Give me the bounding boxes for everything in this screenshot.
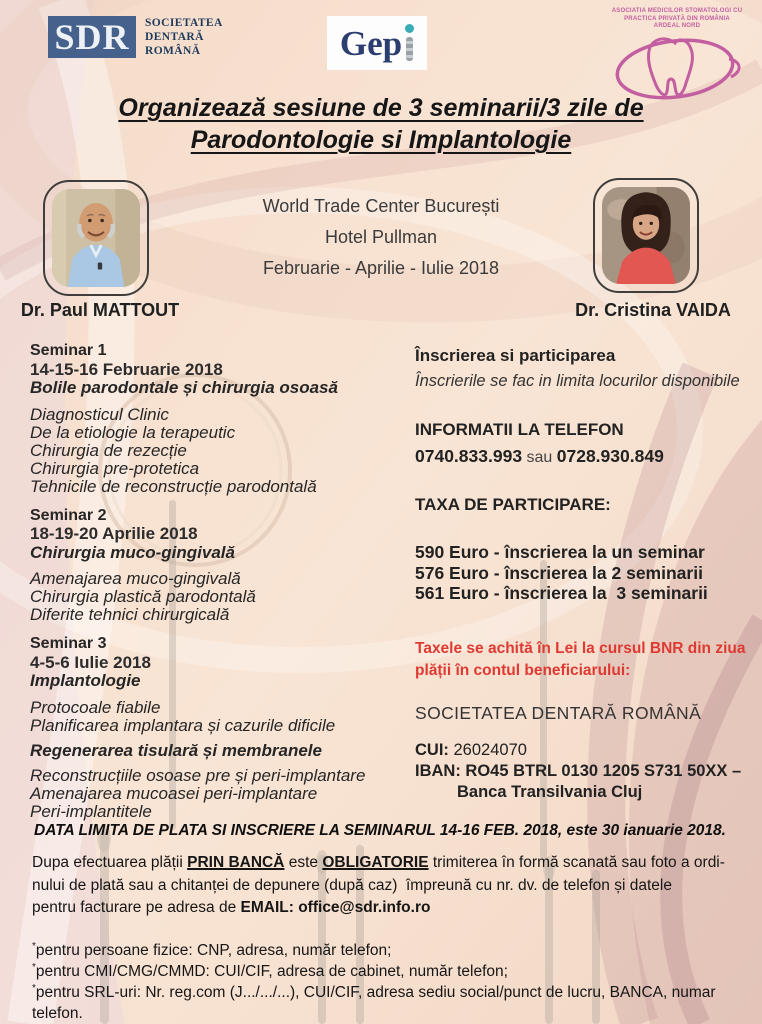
footnote-individuals (32, 940, 732, 961)
paynote-bank-emphasis: PRIN BANCĂ (187, 854, 285, 871)
fee-option-1: 590 Euro - înscrierea la un seminar (415, 542, 705, 562)
venue-location: World Trade Center București (262, 196, 500, 216)
topic: Peri-implantitele (30, 802, 152, 821)
seminar-2-date: 18-19-20 Aprilie 2018 (30, 524, 198, 543)
topic: Chirurgia pre-protetica (30, 458, 200, 478)
contact-email: EMAIL: office@sdr.info.ro (240, 899, 431, 916)
seminar-3-date: 4-5-6 Iulie 2018 (30, 652, 151, 672)
seminar-1 (30, 342, 398, 496)
tax-note-line-2: plății în contul beneficiarului: (415, 661, 631, 679)
topic: De la etiologie la terapeutic (30, 422, 236, 442)
paynote-line-3: pentru facturare pe adresa de (32, 899, 241, 916)
title-line-1: Organizează sesiune de 3 seminarii/3 zile de (118, 94, 644, 122)
fee-list (415, 542, 755, 604)
cui-label: CUI: (415, 740, 449, 759)
venue-block (211, 197, 551, 290)
registration-heading: Înscrierea si participarea (415, 346, 616, 365)
footnote-text: pentru CMI/CMG/CMMD: CUI/CIF, adresa de cabinet, număr telefon; (35, 963, 508, 980)
registration-note: Înscrierile se fac in limita locurilor disponibile (415, 372, 740, 390)
seminar-3-subtitle-2: Regenerarea tisulară și membranele (30, 740, 322, 760)
fee-option-3: 561 Euro - înscrierea la 3 seminarii (415, 583, 708, 603)
topic: Amenajarea muco-gingivală (30, 569, 241, 588)
phone-heading: INFORMATII LA TELEFON (415, 420, 624, 439)
topic: Reconstrucțiile osoase pre și peri-implantare (30, 766, 366, 785)
gepi-implant-stem (406, 37, 413, 61)
sdr-logo (48, 16, 223, 58)
phone-number-1: 0740.833.993 (415, 446, 523, 466)
gepi-dot (405, 24, 414, 33)
iban-line-2: Banca Transilvania Cluj (457, 782, 643, 801)
registration-column (415, 347, 755, 802)
tax-note (415, 638, 755, 682)
seminar-1-topics (30, 406, 398, 496)
topic: Diferite tehnici chirurgicală (30, 605, 230, 624)
seminar-1-title: Seminar 1 (30, 342, 107, 359)
seminar-3-subtitle: Implantologie (30, 671, 141, 690)
topic: Amenajarea mucoasei peri-implantare (30, 784, 318, 803)
topic: Diagnosticul Clinic (30, 404, 169, 424)
gepi-logo-text: Gep (339, 23, 403, 63)
sdr-line-3: ROMÂNĂ (145, 45, 201, 57)
ardeal-line-2: PRACTICA PRIVATĂ DIN ROMÂNIA (624, 15, 730, 22)
seminar-3-topics (30, 699, 398, 735)
gepi-logo (327, 16, 427, 70)
cui-line (415, 741, 755, 760)
payment-instructions (32, 852, 748, 920)
beneficiary-name: SOCIETATEA DENTARĂ ROMÂNĂ (415, 702, 702, 723)
sdr-line-2: DENTARĂ (145, 31, 204, 43)
footnotes (32, 940, 732, 1024)
topic: Planificarea implantara și cazurile dificile (30, 715, 336, 735)
sdr-logo-text (145, 16, 223, 58)
footnote-star: * (32, 961, 36, 973)
speaker-photo-vaida (593, 178, 699, 293)
venue-hotel: Hotel Pullman (324, 227, 438, 247)
vaida-portrait (602, 187, 690, 284)
seminar-2-subtitle: Chirurgia muco-gingivală (30, 542, 235, 562)
paynote-seg-1: Dupa efectuarea plății (32, 854, 188, 871)
iban-line-1: IBAN: RO45 BTRL 0130 1205 S731 50XX – (415, 761, 742, 780)
topic: Chirurgia de rezecție (30, 440, 187, 460)
paynote-seg-3: este (284, 854, 323, 871)
phone-number-2: 0728.930.849 (556, 446, 664, 466)
footnote-text: pentru persoane fizice: CNP, adresa, număr telefon; (35, 942, 392, 959)
ardeal-line-1: ASOCIATIA MEDICILOR STOMATOLOGI CU (611, 8, 743, 14)
topic: Chirurgia plastică parodontală (30, 587, 256, 606)
sdr-line-1: SOCIETATEA (145, 17, 223, 29)
cui-value: 26024070 (448, 740, 527, 759)
mattout-portrait (52, 189, 140, 287)
sdr-logo-mark: SDR (48, 16, 136, 58)
implant-icon (405, 24, 414, 62)
phone-separator: sau (522, 449, 557, 466)
ardeal-logo-text (596, 8, 758, 31)
seminar-2-topics (30, 570, 398, 624)
seminar-3-title: Seminar 3 (30, 635, 107, 652)
payment-deadline: DATA LIMITA DE PLATA SI INSCRIERE LA SEMINARUL 14-16 FEB. 2018, este 30 ianuarie 2018. (34, 822, 726, 839)
footnote-text: pentru SRL-uri: Nr. reg.com (J.../.../...), CUI/CIF, adresa sediu social/punct de lucru, BANCA, numar telefon. (32, 984, 716, 1022)
speaker-name-mattout: Dr. Paul MATTOUT (20, 300, 180, 320)
seminar-3-topics-2 (30, 767, 398, 821)
ardeal-line-3: ARDEAL NORD (653, 23, 701, 29)
footnote-practices (32, 961, 732, 982)
seminar-1-subtitle: Bolile parodontale și chirurgia osoasă (30, 378, 338, 397)
seminars-column (30, 342, 398, 832)
paynote-seg-5: trimiterea în formă scanată sau foto a ordi- (428, 854, 725, 871)
tax-note-line-1: Taxele se achită în Lei la cursul BNR din ziua (415, 639, 746, 657)
phone-numbers (415, 446, 755, 467)
topic: Protocoale fiabile (30, 697, 161, 717)
fee-heading: TAXA DE PARTICIPARE: (415, 495, 611, 514)
footnote-star: * (32, 982, 36, 994)
page-title (0, 92, 762, 156)
seminar-2-title: Seminar 2 (30, 506, 107, 524)
fee-option-2: 576 Euro - înscrierea la 2 seminarii (415, 562, 703, 583)
speaker-name-vaida: Dr. Cristina VAIDA (575, 300, 731, 320)
footnote-companies (32, 982, 732, 1024)
speaker-photo-mattout (43, 180, 149, 296)
paynote-line-2: nului de plată sau a chitanței de depunere (după caz) împreună cu nr. dv. de telefon și datele (32, 876, 672, 894)
seminar-3 (30, 635, 398, 821)
venue-dates: Februarie - Aprilie - Iulie 2018 (262, 258, 500, 278)
topic: Tehnicile de reconstrucție parodontală (30, 476, 317, 496)
seminar-1-date: 14-15-16 Februarie 2018 (30, 359, 223, 379)
footnote-star: * (32, 940, 36, 952)
seminar-2 (30, 507, 398, 625)
title-line-2: Parodontologie si Implantologie (190, 126, 572, 154)
paynote-mandatory-emphasis: OBLIGATORIE (322, 854, 429, 871)
